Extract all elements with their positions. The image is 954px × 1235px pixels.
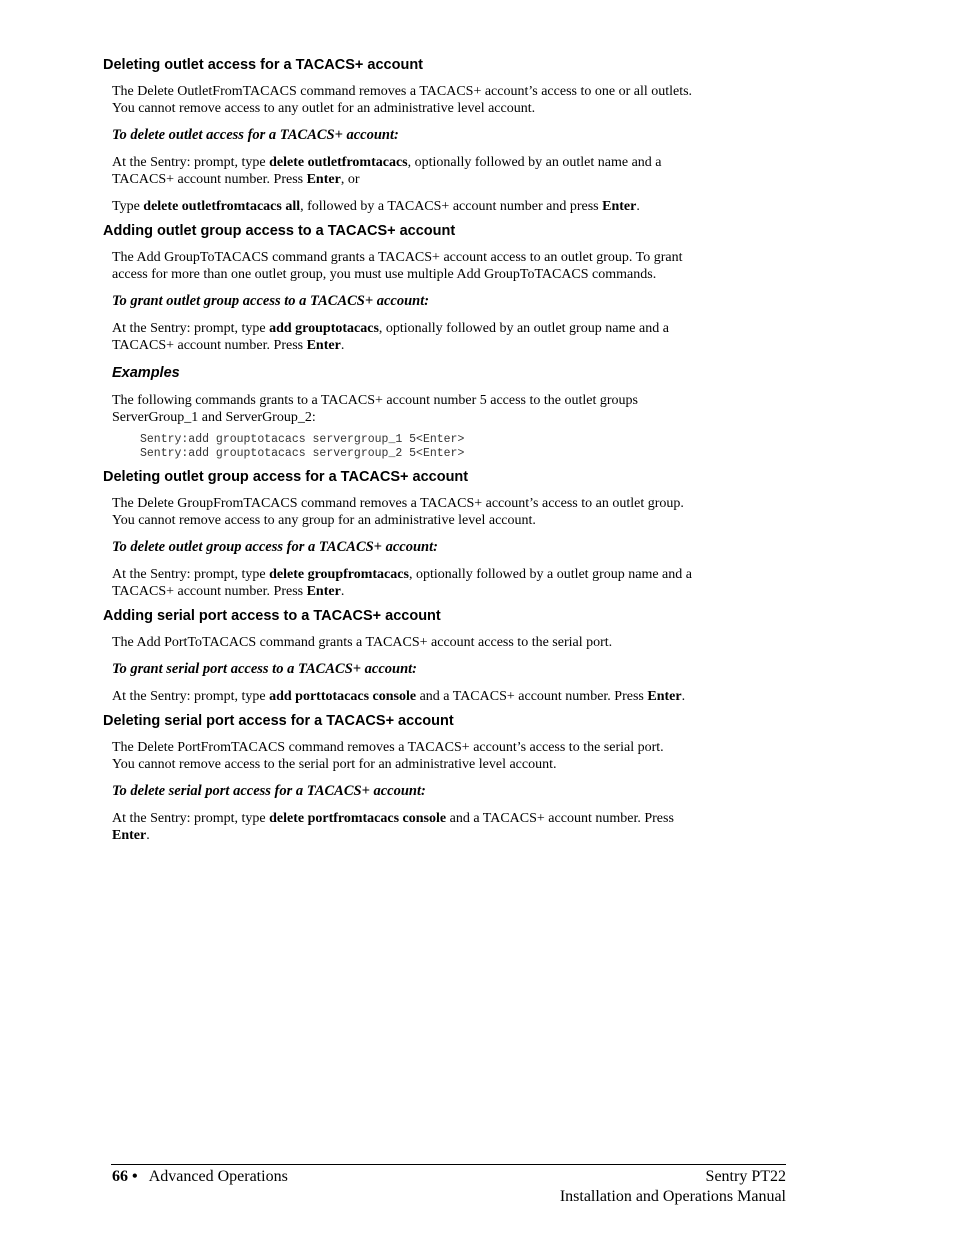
step-line: TACACS+ account number. Press Enter. xyxy=(112,584,345,599)
chapter-name: Advanced Operations xyxy=(148,1168,288,1185)
step-line: Enter. xyxy=(112,828,150,843)
footer-divider xyxy=(111,1164,786,1165)
procedure-heading: To delete outlet access for a TACACS+ account: xyxy=(112,127,399,143)
section-title-delete-port: Deleting serial port access for a TACACS+ account xyxy=(103,713,454,729)
code-line: Sentry:add grouptotacacs servergroup_1 5<Enter> xyxy=(140,433,465,446)
footer-bullet: • xyxy=(132,1168,138,1185)
page-content xyxy=(103,56,743,844)
intro-line: The Add PortToTACACS command grants a TACACS+ account access to the serial port. xyxy=(112,635,613,650)
footer-right xyxy=(560,1167,786,1207)
examples-line: ServerGroup_1 and ServerGroup_2: xyxy=(112,410,316,425)
intro-line: The Delete PortFromTACACS command removes a TACACS+ account’s access to the serial port. xyxy=(112,740,664,755)
procedure-heading: To delete outlet group access for a TACACS+ account: xyxy=(112,539,438,555)
section-body-add-port xyxy=(112,634,743,705)
code-line: Sentry:add grouptotacacs servergroup_2 5<Enter> xyxy=(140,447,465,460)
section-body-delete-group xyxy=(112,495,743,600)
section-body-delete-port xyxy=(112,739,743,844)
step-line: TACACS+ account number. Press Enter. xyxy=(112,338,345,353)
section-title-delete-outlet: Deleting outlet access for a TACACS+ account xyxy=(103,57,424,73)
procedure-heading: To grant serial port access to a TACACS+ account: xyxy=(112,661,418,677)
procedure-heading: To delete serial port access for a TACACS+ account: xyxy=(112,783,426,799)
section-title-add-port: Adding serial port access to a TACACS+ account xyxy=(103,608,441,624)
step-line: At the Sentry: prompt, type delete outletfromtacacs, optionally followed by an outlet name and a xyxy=(112,155,662,170)
intro-line: You cannot remove access to the serial port for an administrative level account. xyxy=(112,757,557,772)
manual-name: Installation and Operations Manual xyxy=(559,1188,786,1205)
step-line: At the Sentry: prompt, type delete portfromtacacs console and a TACACS+ account number. Press xyxy=(112,811,674,826)
step-line: Type delete outletfromtacacs all, followed by a TACACS+ account number and press Enter. xyxy=(112,199,640,214)
footer-left xyxy=(112,1167,288,1187)
examples-heading: Examples xyxy=(112,365,180,381)
section-body-delete-outlet xyxy=(112,83,743,215)
intro-line: access for more than one outlet group, you must use multiple Add GroupToTACACS commands. xyxy=(112,267,657,282)
step-line: At the Sentry: prompt, type delete groupfromtacacs, optionally followed by a outlet group name and a xyxy=(112,567,692,582)
product-name: Sentry PT22 xyxy=(705,1168,786,1185)
step-line: TACACS+ account number. Press Enter, or xyxy=(112,172,360,187)
intro-line: The Add GroupToTACACS command grants a TACACS+ account access to an outlet group. To grant xyxy=(112,250,683,265)
step-line: At the Sentry: prompt, type add grouptotacacs, optionally followed by an outlet group name and a xyxy=(112,321,669,336)
intro-line: You cannot remove access to any outlet for an administrative level account. xyxy=(112,101,536,116)
intro-line: The Delete OutletFromTACACS command removes a TACACS+ account’s access to one or all outlets. xyxy=(112,84,693,99)
intro-line: The Delete GroupFromTACACS command removes a TACACS+ account’s access to an outlet group. xyxy=(112,496,684,511)
page-number: 66 xyxy=(112,1168,128,1185)
examples-line: The following commands grants to a TACACS+ account number 5 access to the outlet groups xyxy=(112,393,638,408)
step-line: At the Sentry: prompt, type add porttotacacs console and a TACACS+ account number. Press Enter. xyxy=(112,689,686,704)
section-title-add-group: Adding outlet group access to a TACACS+ account xyxy=(103,223,456,239)
intro-line: You cannot remove access to any group for an administrative level account. xyxy=(112,513,536,528)
section-body-add-group xyxy=(112,249,743,461)
section-title-delete-group: Deleting outlet group access for a TACACS+ account xyxy=(103,469,469,485)
procedure-heading: To grant outlet group access to a TACACS+ account: xyxy=(112,293,430,309)
